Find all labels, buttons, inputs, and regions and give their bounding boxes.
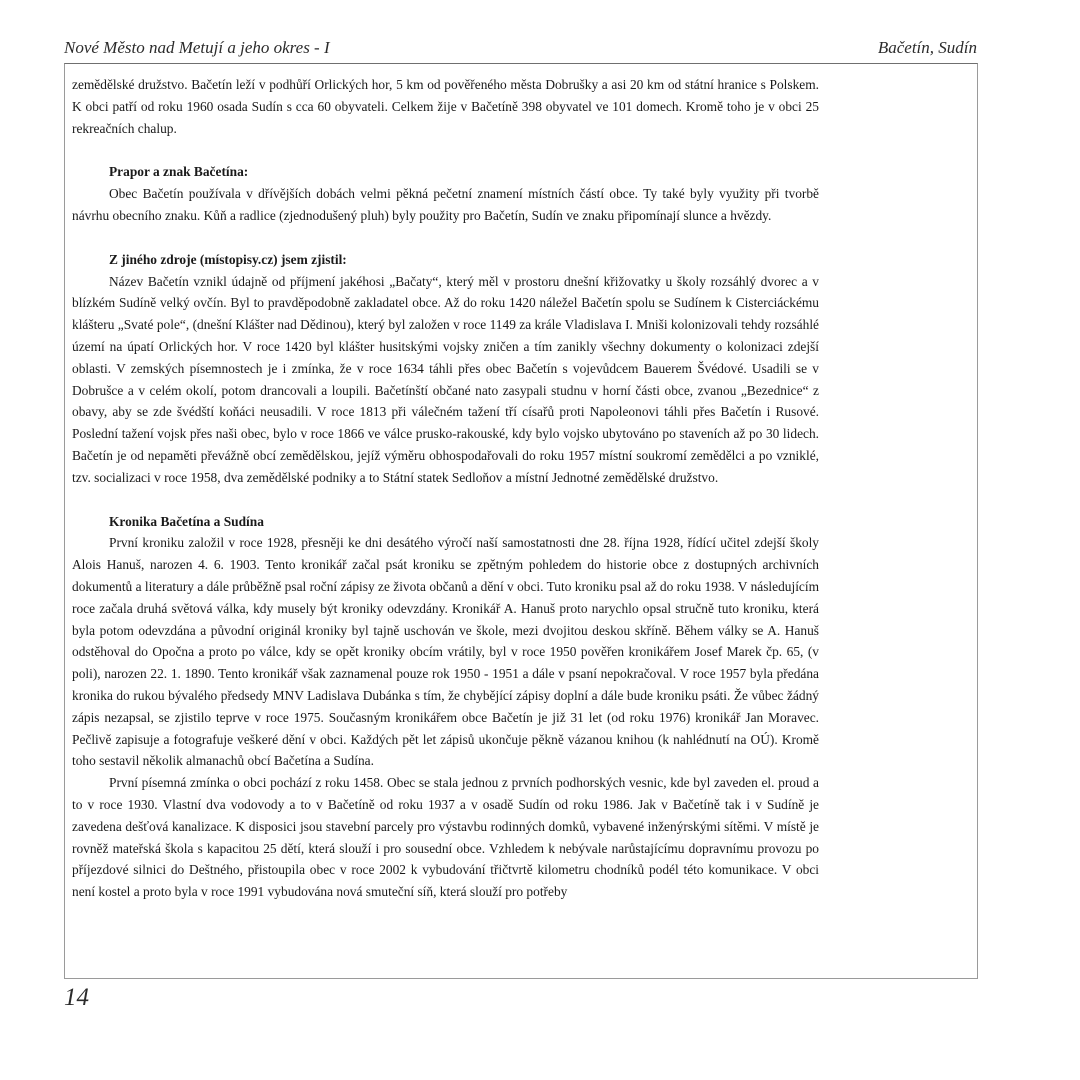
header-section-title: Bačetín, Sudín bbox=[877, 38, 977, 57]
spacer bbox=[72, 489, 819, 511]
source-paragraph: Název Bačetín vznikl údajně od příjmení jakéhosi „Bačaty“, který měl v prostoru dnešní křižovatky u školy rozsáhlý dvorec a v blízkém Sudíně velký ovčín. Byl to pravděpodobně zakladatel obce. Až do roku 1420 náležel Bačetín spolu se Sudínem k Cisterciáckému klášteru „Svaté pole“, (dnešní Klášter nad Dědinou), který byl založen v roce 1149 za krále Vladislava I. Mniši kolonizovali tehdy rozsáhlé území na úpatí Orlických hor. V roce 1420 byl klášter husitskými vojsky zničen a tím zanikly všechny dokumenty o kolonizaci zdejší oblasti. V zemských písemnostech je i zmínka, že v roce 1634 táhli přes obec Bačetín s vojevůdcem Bauerem Švédové. Usadili se v Dobrušce a v celém okolí, potom drancovali a loupili. Bačetínští občané nato zasypali studnu v horní části obce, zvanou „Bezednice“ z obavy, aby se zde švédští koňáci neusadili. V roce 1813 při válečném tažení tří císařů proti Napoleonovi táhli přes Bačetín i Rusové. Poslední tažení vojsk přes naši obec, bylo v roce 1866 ve válce prusko-rakouské, kdy bylo vojsko ubytováno po staveních až po 30 lidech. Bačetín je od nepaměti převážně obcí zemědělskou, jejíž výměru obhospodařovali do roku 1957 místní soukromí zemědělci a po vzniklé, tzv. socializaci v roce 1958, dva zemědělské podniky a to Státní statek Sedloňov a místní Jednotné zemědělské družstvo. bbox=[72, 273, 819, 485]
page-number: 14 bbox=[64, 984, 89, 1011]
flag-heading: Prapor a znak Bačetína: bbox=[109, 164, 249, 180]
running-header bbox=[64, 36, 977, 60]
spacer bbox=[72, 139, 819, 161]
source-heading: Z jiného zdroje (místopisy.cz) jsem zjistil: bbox=[109, 251, 347, 267]
spacer bbox=[72, 227, 819, 249]
chronicle-paragraph-1: První kroniku založil v roce 1928, přesněji ke dni desátého výročí naší samostatnosti dne 28. října 1928, řídící učitel zdejší školy Alois Hanuš, narozen 4. 6. 1903. Tento kronikář začal psát kroniku se zpětným pohledem do historie obce z dostupných archivních dokumentů a literatury a dále průběžně psal roční zápisy ze života občanů a dění v obci. Tuto kroniku psal až do roku 1938. V následujícím roce začala druhá světová válka, kdy musely být kroniky odevzdány. Kronikář A. Hanuš proto narychlo opsal stručně tuto kroniku, která byla potom odevzdána a původní originál kroniky byl tajně uschován ve škole, mezi dvojitou deskou skříně. Během války se A. Hanuš odstěhoval do Opočna a proto po válce, kdy se opět kroniky obcím vrátily, byl v roce 1950 pověřen kronikářem Josef Marek čp. 65, (v poli), narozen 22. 1. 1890. Tento kronikář však zaznamenal pouze rok 1950 - 1951 a dále v psaní nepokračoval. V roce 1957 byla předána kronika do rukou bývalého předsedy MNV Ladislava Dubánka s tím, že chybějící zápisy doplní a dále bude kroniku psáti. Že vůbec žádný zápis nezapsal, se zjistilo teprve v roce 1975. Současným kronikářem obce Bačetín je již 31 let (od roku 1976) kronikář Jan Moravec. Pečlivě zapisuje a fotografuje veškeré dění v obci. Každých pět let zápisů ukončuje pěkně vázanou knihou (k nahlédnutí na OÚ). Kromě toho sestavil několik almanachů obcí Bačetína a Sudína. bbox=[72, 535, 819, 769]
chronicle-paragraph-2: První písemná zmínka o obci pochází z roku 1458. Obec se stala jednou z prvních podhorských vesnic, kde byl zaveden el. proud a to v roce 1930. Vlastní dva vodovody a to v Bačetíně od roku 1937 a v osadě Sudín od roku 1986. Jak v Bačetíně tak i v Sudíně je zavedena dešťová kanalizace. K disposici jsou stavební parcely pro výstavbu rodinných domků, vybavené inženýrskými sítěmi. V místě je rovněž mateřská škola s kapacitou 25 dětí, která slouží i pro sousední obce. Vzhledem k nebývale narůstajícímu dopravnímu provozu po příjezdové silnici do Deštného, přistoupila obec v roce 2002 k vybudování třičtvrtě kilometru chodníků podél této komunikace. V obci není kostel a proto byla v roce 1991 vybudována nová smuteční síň, která slouží pro potřeby bbox=[72, 775, 819, 900]
chronicle-heading: Kronika Bačetína a Sudína bbox=[109, 513, 264, 529]
intro-paragraph: zemědělské družstvo. Bačetín leží v podhůří Orlických hor, 5 km od pověřeného města Dobrušky a asi 20 km od státní hranice s Polskem. K obci patří od roku 1960 osada Sudín s cca 60 obyvateli. Celkem žije v Bačetíně 398 obyvatel ve 101 domech. Kromě toho je v obci 25 rekreačních chalup. bbox=[72, 77, 819, 136]
flag-paragraph: Obec Bačetín používala v dřívějších dobách velmi pěkná pečetní znamení místních částí obce. Ty také byly využity při tvorbě návrhu obecního znaku. Kůň a radlice (zjednodušený pluh) byly použity pro Bačetín, Sudín ve znaku připomínají slunce a hvězdy. bbox=[72, 186, 819, 223]
page-body bbox=[72, 74, 819, 903]
header-book-title: Nové Město nad Metují a jeho okres - I bbox=[64, 38, 330, 57]
